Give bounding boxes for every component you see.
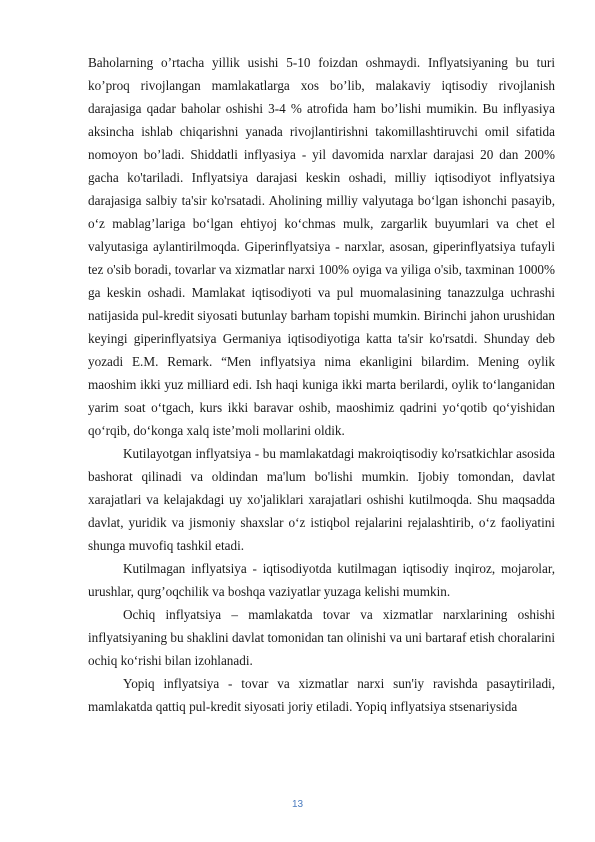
paragraph-open-inflation: Ochiq inflyatsiya – mamlakatda tovar va xizmatlar narxlarining oshishi inflyatsiyaning bu shaklini davlat tomonidan tan olinishi va uni bartaraf etish choralarini ochiq ko‘rishi bilan izohlanadi. <box>88 607 555 668</box>
paragraph-expected-inflation: Kutilayotgan inflyatsiya - bu mamlakatdagi makroiqtisodiy ko'rsatkichlar asosida bashorat qilinadi va oldindan ma'lum bo'lishi mumkin. Ijobiy tomondan, davlat xarajatlari va kelajakdagi uy xo'jaliklari xarajatlari oshishi kutilmoqda. Shu maqsadda davlat, yuridik va jismoniy shaxslar o‘z istiqbol rejalarini rejalashtirib, o‘z faoliyatini shunga muvofiq tashkil etadi. <box>88 446 555 553</box>
paragraph-unexpected-inflation: Kutilmagan inflyatsiya - iqtisodiyotda kutilmagan iqtisodiy inqiroz, mojarolar, urushlar, qurg’oqchilik va boshqa vaziyatlar yuzaga kelishi mumkin. <box>88 561 555 599</box>
paragraph-inflation-types: Baholarning o’rtacha yillik usishi 5-10 foizdan oshmaydi. Inflyatsiyaning bu turi ko’proq rivojlangan mamlakatlarga xos bo’lib, malakaviy iqtisodiy rivojlanish darajasiga qadar baholar oshishi 3-4 % atrofida ham bo’lishi mumikin. Bu inflyasiya aksincha ishlab chiqarishni yanada rivojlantirishni takomillashtiruvchi omil sifatida nomoyon bo’ladi. Shiddatli inflyasiya - yil davomida narxlar darajasi 20 dan 200% gacha ko'tariladi. Inflyatsiya darajasi keskin oshadi, milliy iqtisodiyot inflyatsiya darajasiga salbiy ta'sir ko'rsatadi. Aholining milliy valyutaga bo‘lgan ishonchi pasayib, o‘z mablag’lariga bo‘lgan ehtiyoj ko‘chmas mulk, zargarlik buyumlari va chet el valyutasiga aylantirilmoqda. Giperinflyatsiya - narxlar, asosan, giperinflyatsiya tufayli tez o'sib boradi, tovarlar va xizmatlar narxi 100% oyiga va yiliga o'sib, taxminan 1000% ga keskin oshadi. Mamlakat iqtisodiyoti va pul muomalasining tanazzulga uchrashi natijasida pul-kredit siyosati butunlay barham topishi mumkin. Birinchi jahon urushidan keyingi giperinflyatsiya Germaniya iqtisodiyotiga katta ta'sir ko'rsatdi. Shunday deb yozadi E.M. Remark. “Men inflyatsiya nima ekanligini bilardim. Mening oylik maoshim ikki yuz milliard edi. Ish haqi kuniga ikki marta berilardi, oylik to‘langanidan yarim soat o‘tgach, kurs ikki baravar oshib, maoshimiz qadrini yo‘qotib qo‘yishidan qo‘rqib, do‘konga xalq iste’moli mollarini oldik. <box>88 55 555 438</box>
page-number: 13 <box>291 799 304 810</box>
page-body <box>88 51 555 718</box>
paragraph-closed-inflation: Yopiq inflyatsiya - tovar va xizmatlar narxi sun'iy ravishda pasaytiriladi, mamlakatda qattiq pul-kredit siyosati joriy etiladi. Yopiq inflyatsiya stsenariysida <box>88 676 555 714</box>
